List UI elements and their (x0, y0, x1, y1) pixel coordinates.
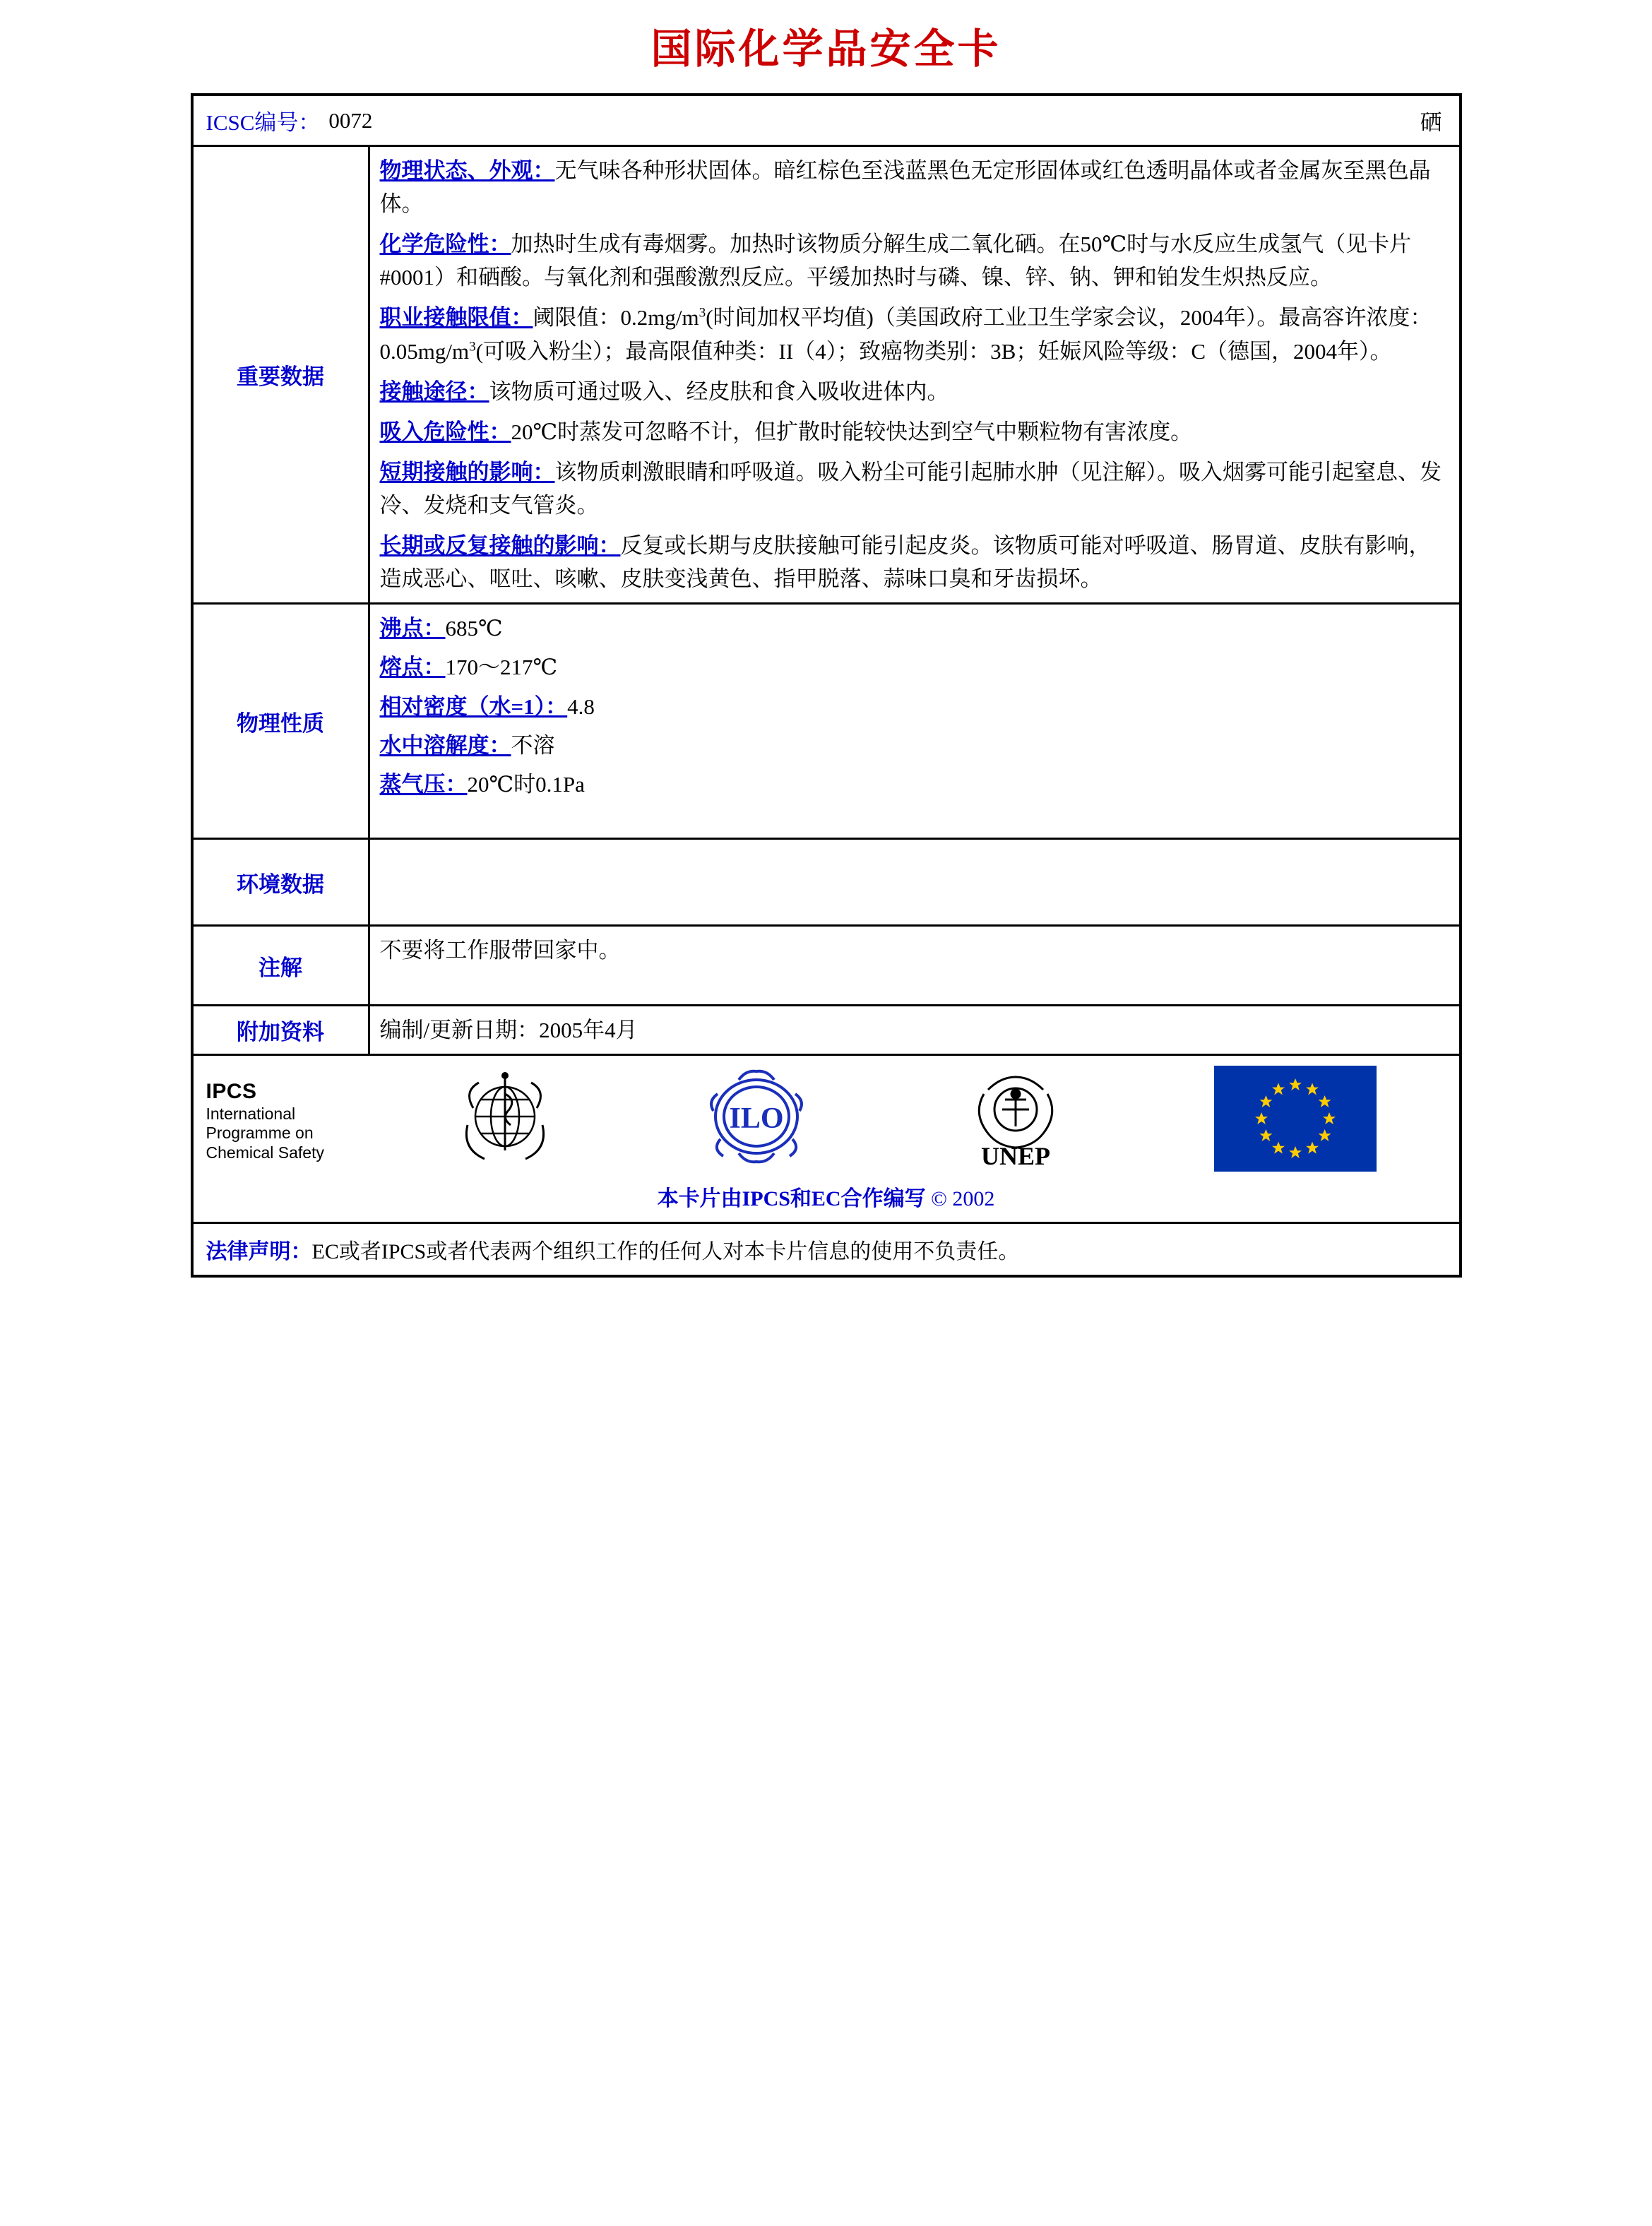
section-important-data (194, 147, 1459, 605)
unep-logo (956, 1066, 1076, 1175)
property-vapour-pressure (380, 768, 1449, 801)
footer-logos (194, 1056, 1459, 1178)
label-important-data: 重要数据 (194, 147, 370, 602)
label-notes: 注解 (194, 927, 370, 1004)
card-credit (194, 1178, 1459, 1222)
property-melting-point (380, 650, 1449, 684)
property-key: 沸点： (379, 616, 446, 641)
content-notes: 不要将工作服带回家中。 (379, 938, 621, 963)
property-key: 水中溶解度： (379, 732, 511, 758)
property-boiling-point (380, 612, 1449, 645)
entry-key: 短期接触的影响： (379, 459, 555, 484)
entry-value: 阈限值：$0.2mg/m^3$(时间加权平均值)（美国政府工业卫生学家会议，2004年）。最高容许浓度：$0.05mg/m^3$(可吸入粉尘）；最高限值种类：II（4）；致癌物类别：3B；妊娠风险等级：C（德国，2004年）。 (379, 305, 1432, 364)
copyright-text: © 2002 (931, 1187, 995, 1211)
content-physical-properties (370, 605, 1459, 838)
entry-key: 化学危险性： (379, 232, 511, 257)
substance-name: 硒 (1420, 110, 1442, 135)
legal-text: EC或者IPCS或者代表两个组织工作的任何人对本卡片信息的使用不负责任。 (311, 1240, 1020, 1264)
legal-label: 法律声明： (206, 1240, 312, 1264)
entry-value: 20℃时蒸发可忽略不计，但扩散时能较快达到空气中颗粒物有害浓度。 (511, 419, 1193, 444)
section-physical-properties (194, 605, 1459, 840)
icsc-number-value: 0072 (328, 107, 373, 133)
property-value: 20℃时0.1Pa (467, 771, 585, 797)
entry-key: 职业接触限值： (379, 305, 533, 331)
label-additional-info: 附加资料 (194, 1006, 370, 1054)
entry-short-term-effects (380, 456, 1449, 522)
property-value: 170～217℃ (445, 655, 558, 680)
ipcs-full-line1: International (206, 1104, 296, 1123)
property-value: 不溶 (511, 732, 555, 758)
label-physical-properties: 物理性质 (194, 605, 370, 838)
entry-long-term-effects (380, 529, 1449, 595)
property-relative-density (380, 690, 1449, 723)
section-additional-info (194, 1006, 1459, 1056)
logo-strip (383, 1066, 1446, 1175)
entry-value: 加热时生成有毒烟雾。加热时该物质分解生成二氧化硒。在50℃时与水反应生成氢气（见卡片#0001）和硒酸。与氧化剂和强酸激烈反应。平缓加热时与磷、镍、锌、钠、钾和铂发生炽热反应。 (379, 232, 1412, 290)
ipcs-abbrev: IPCS (206, 1079, 257, 1103)
content-important-data (370, 147, 1459, 602)
svg-text:ILO: ILO (729, 1102, 784, 1136)
ipcs-full-line2: Programme on (206, 1124, 314, 1143)
property-key: 相对密度（水=1）： (379, 694, 568, 719)
icsc-number-label: ICSC编号： (206, 110, 321, 135)
credit-text: 本卡片由IPCS和EC合作编写 (657, 1187, 926, 1211)
label-environmental-data: 环境数据 (194, 840, 370, 924)
section-environmental-data (194, 840, 1459, 927)
entry-chemical-dangers (380, 227, 1449, 294)
entry-inhalation-risk (380, 415, 1449, 448)
ipcs-full-line3: Chemical Safety (206, 1143, 324, 1162)
entry-value: 该物质刺激眼睛和呼吸道。吸入粉尘可能引起肺水肿（见注解）。吸入烟雾可能引起窒息、发冷、发烧和支气管炎。 (379, 459, 1442, 518)
card-header (194, 96, 1459, 147)
ilo-logo (696, 1066, 816, 1175)
content-environmental-data (370, 840, 1459, 924)
ipcs-block (206, 1079, 383, 1163)
eu-flag (1214, 1066, 1377, 1175)
entry-value: 该物质可通过吸入、经皮肤和食入吸收进体内。 (489, 379, 949, 404)
safety-card (191, 93, 1462, 1278)
entry-value: 无气味各种形状固体。暗红棕色至浅蓝黑色无定形固体或红色透明晶体或者金属灰至黑色晶体。 (379, 158, 1431, 217)
page (0, 16, 1652, 1278)
page-title: 国际化学品安全卡 (650, 26, 1002, 72)
entry-key: 接触途径： (379, 379, 489, 404)
property-key: 熔点： (379, 655, 446, 680)
property-key: 蒸气压： (379, 771, 468, 797)
entry-key: 吸入危险性： (379, 419, 511, 444)
legal-notice (194, 1222, 1459, 1275)
entry-routes-of-exposure (380, 375, 1449, 408)
who-logo (452, 1066, 558, 1175)
entry-key: 长期或反复接触的影响： (379, 533, 621, 559)
entry-value: 反复或长期与皮肤接触可能引起皮炎。该物质可能对呼吸道、肠胃道、皮肤有影响，造成恶心、呕吐、咳嗽、皮肤变浅黄色、指甲脱落、蒜味口臭和牙齿损坏。 (379, 533, 1431, 592)
section-notes (194, 927, 1459, 1006)
property-value: 685℃ (445, 616, 503, 641)
entry-key: 物理状态、外观： (379, 158, 555, 183)
property-value: 4.8 (567, 694, 595, 719)
property-water-solubility (380, 729, 1449, 762)
unep-caption: UNEP (980, 1142, 1050, 1171)
entry-occupational-exposure-limits (380, 301, 1449, 367)
content-additional-info: 编制/更新日期：2005年4月 (379, 1018, 638, 1043)
entry-physical-state (380, 154, 1449, 220)
